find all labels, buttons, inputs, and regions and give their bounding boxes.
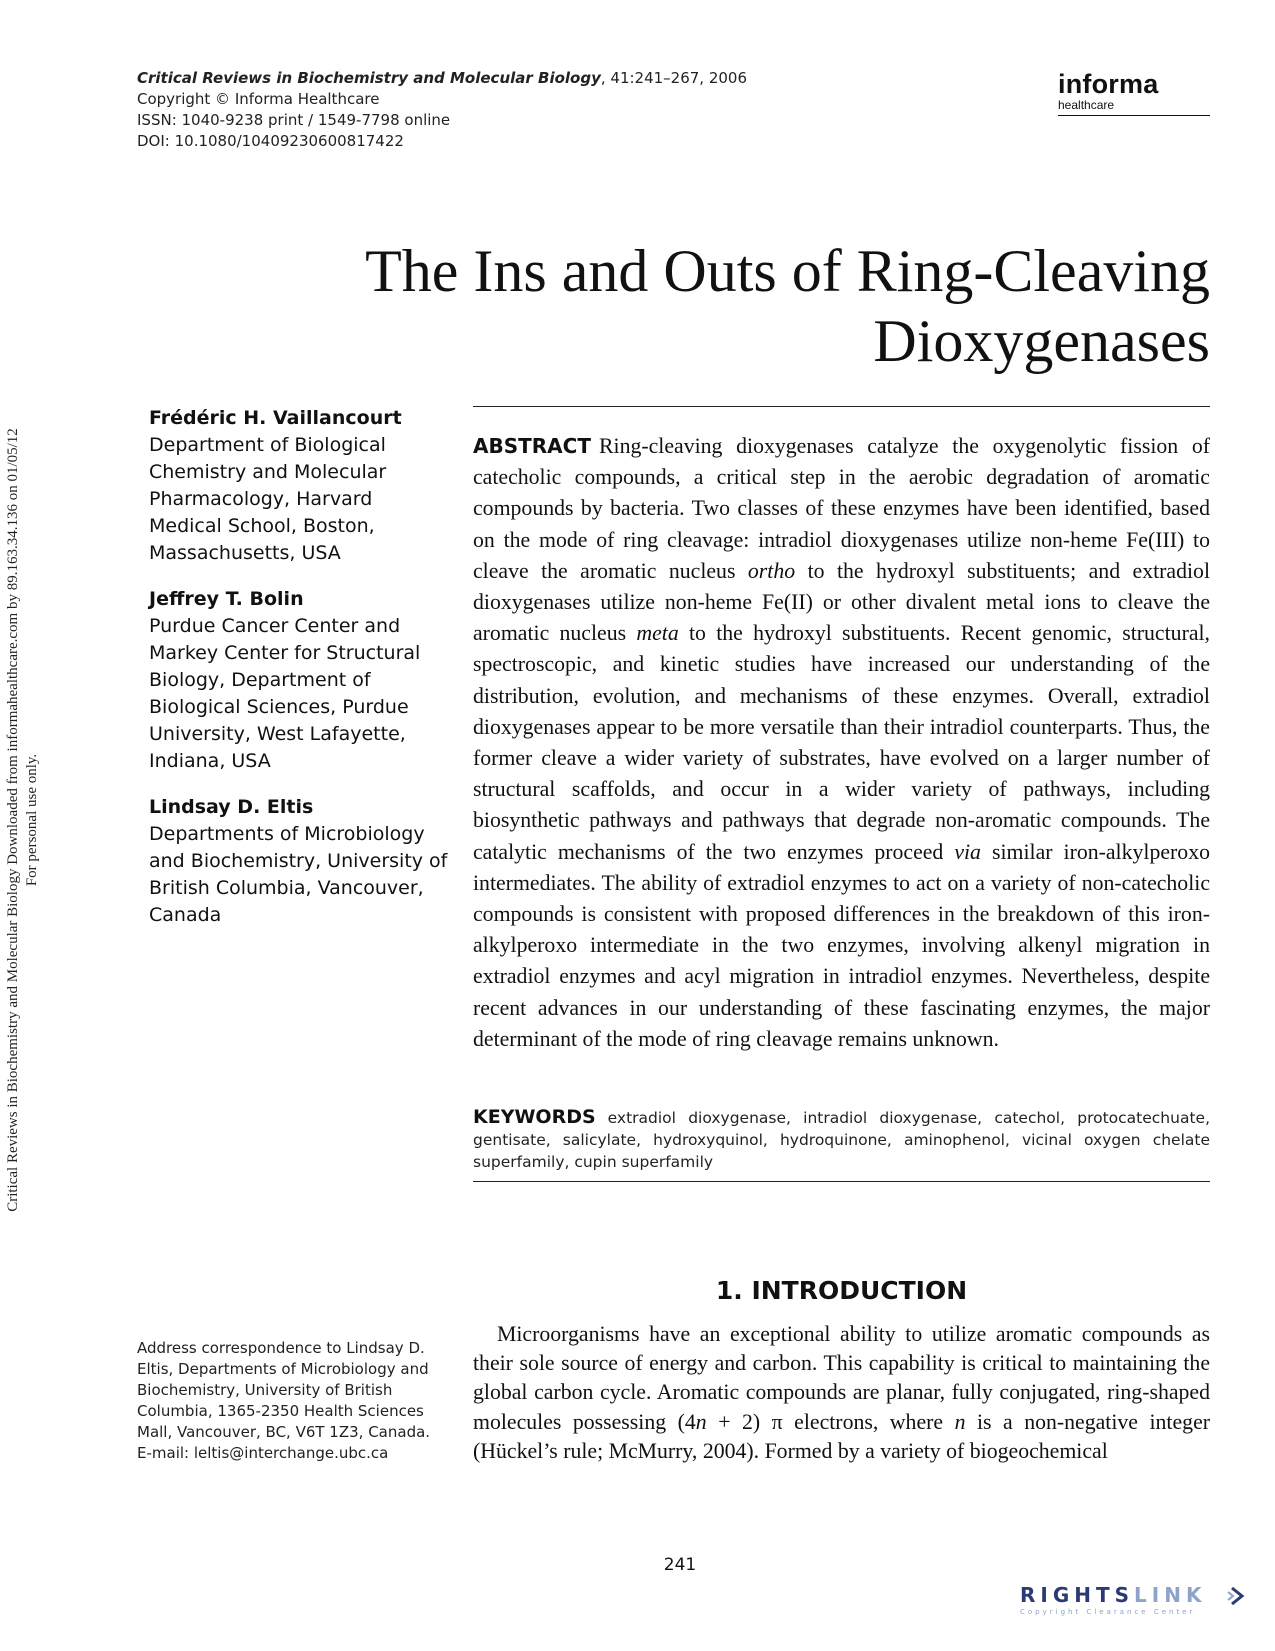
author-name: Jeffrey T. Bolin [149, 588, 304, 610]
intro-italic-var: n [695, 1409, 707, 1434]
author-list [149, 405, 449, 948]
intro-paragraph [473, 1320, 1210, 1466]
journal-volume-pages: , 41:241–267, 2006 [600, 69, 748, 87]
copyright-line: Copyright © Informa Healthcare [137, 90, 380, 108]
section-heading: 1. INTRODUCTION [715, 1276, 968, 1305]
article-title [300, 236, 1210, 376]
author-affiliation: Department of Biological Chemistry and Molecular Pharmacology, Harvard Medical School, Boston, Massachusetts, USA [149, 434, 387, 564]
abstract-text: to the hydroxyl substituents; and extradiol dioxygenases utilize non-heme Fe(II) or other divalent metal ions to cleave the aromatic nucleus [473, 558, 1210, 646]
abstract-text: to the hydroxyl substituents. Recent genomic, structural, spectroscopic, and kinetic studies have increased our understanding of the distribution, evolution, and mechanisms of these enzymes. Overall, extradiol dioxygenases appear to be more versatile than their intradiol counterparts. Thus, the former cleave a wider variety of substrates, have evolved on a larger number of structural scaffolds, and occur in a wider variety of pathways, including biosynthetic pathways and pathways that degrade non-aromatic compounds. The catalytic mechanisms of the two enzymes proceed [473, 621, 1211, 864]
journal-header [137, 68, 897, 152]
intro-text: is a non-negative integer (Hückel’s rule; McMurry, 2004). Formed by a variety of biogeochemical [473, 1409, 1210, 1463]
journal-name: Critical Reviews in Biochemistry and Molecular Biology [137, 69, 601, 87]
rightslink-badge[interactable] [1020, 1583, 1260, 1629]
download-watermark [0, 390, 60, 1250]
keywords [473, 1106, 1210, 1173]
author-name: Frédéric H. Vaillancourt [149, 407, 402, 429]
page-number: 241 [663, 1555, 697, 1575]
author-affiliation: Departments of Microbiology and Biochemistry, University of British Columbia, Vancouver, Canada [149, 823, 448, 926]
rightslink-word-b: LINK [1134, 1583, 1207, 1607]
abstract-label: ABSTRACT [473, 434, 591, 458]
abstract-top-rule [473, 406, 1210, 407]
author-block [149, 586, 449, 775]
abstract-italic-term: ortho [747, 558, 796, 583]
publisher-logo-main: informa [1058, 69, 1159, 99]
keywords-text: extradiol dioxygenase, intradiol dioxygenase, catechol, protocatechuate, gentisate, salicylate, hydroxyquinol, hydroquinone, aminophenol, vicinal oxygen chelate superfamily, cupin superfamily [473, 1109, 1210, 1171]
rightslink-chevron-icon [1226, 1586, 1248, 1606]
abstract-italic-term: meta [636, 621, 679, 646]
publisher-logo [1058, 70, 1210, 116]
author-block [149, 405, 449, 567]
issn-line: ISSN: 1040-9238 print / 1549-7798 online [137, 111, 451, 129]
abstract [473, 431, 1210, 1055]
abstract-bottom-rule [473, 1181, 1210, 1182]
rightslink-subtitle: Copyright Clearance Center [1020, 1608, 1196, 1616]
abstract-text: Ring-cleaving dioxygenases catalyze the oxygenolytic fission of catecholic compounds, a critical step in the aerobic degradation of aromatic compounds by bacteria. Two classes of these enzymes have been identified, based on the mode of ring cleavage: intradiol dioxygenases utilize non-heme Fe(III) to cleave the aromatic nucleus [473, 434, 1210, 583]
title-line-1: The Ins and Outs of Ring-Cleaving [365, 238, 1210, 304]
watermark-line-2: For personal use only. [24, 753, 40, 887]
publisher-logo-sub: healthcare [1058, 98, 1115, 112]
keywords-label: KEYWORDS [473, 1106, 596, 1128]
author-affiliation: Purdue Cancer Center and Markey Center for Structural Biology, Department of Biological Sciences, Purdue University, West Lafayette, Indiana, USA [149, 615, 421, 772]
rightslink-word-a: RIGHTS [1020, 1583, 1135, 1607]
journal-citation [137, 68, 897, 89]
abstract-text: similar iron-alkylperoxo intermediates. The ability of extradiol enzymes to act on a variety of non-catecholic compounds is consistent with proposed differences in the breakdown of this iron-alkylperoxo intermediate in the two enzymes, involving alkenyl migration in extradiol enzymes and acyl migration in intradiol enzymes. Nevertheless, despite recent advances in our understanding of these fascinating enzymes, the major determinant of the mode of ring cleavage remains unknown. [473, 839, 1210, 1051]
title-line-2: Dioxygenases [873, 308, 1210, 374]
author-name: Lindsay D. Eltis [149, 796, 314, 818]
rightslink-logo [1020, 1583, 1260, 1607]
correspondence-note: Address correspondence to Lindsay D. Eltis, Departments of Microbiology and Biochemistry, University of British Columbia, 1365-2350 Health Sciences Mall, Vancouver, BC, V6T 1Z3, Canada. E-mail: leltis@interchange.ubc.ca [137, 1339, 431, 1462]
watermark-line-1: Critical Reviews in Biochemistry and Molecular Biology Downloaded from informahealthcare.com by 89.163.34.136 on 01/05/12 [5, 428, 21, 1212]
doi-line: DOI: 10.1080/10409230600817422 [137, 132, 404, 150]
intro-text: + 2) π electrons, where [706, 1409, 955, 1434]
author-block [149, 794, 449, 929]
intro-italic-var: n [954, 1409, 966, 1434]
intro-text: Microorganisms have an exceptional ability to utilize aromatic compounds as their sole source of energy and carbon. This capability is critical to maintaining the global carbon cycle. Aromatic compounds are planar, fully conjugated, ring-shaped molecules possessing (4 [473, 1322, 1210, 1434]
abstract-italic-term: via [954, 839, 981, 864]
